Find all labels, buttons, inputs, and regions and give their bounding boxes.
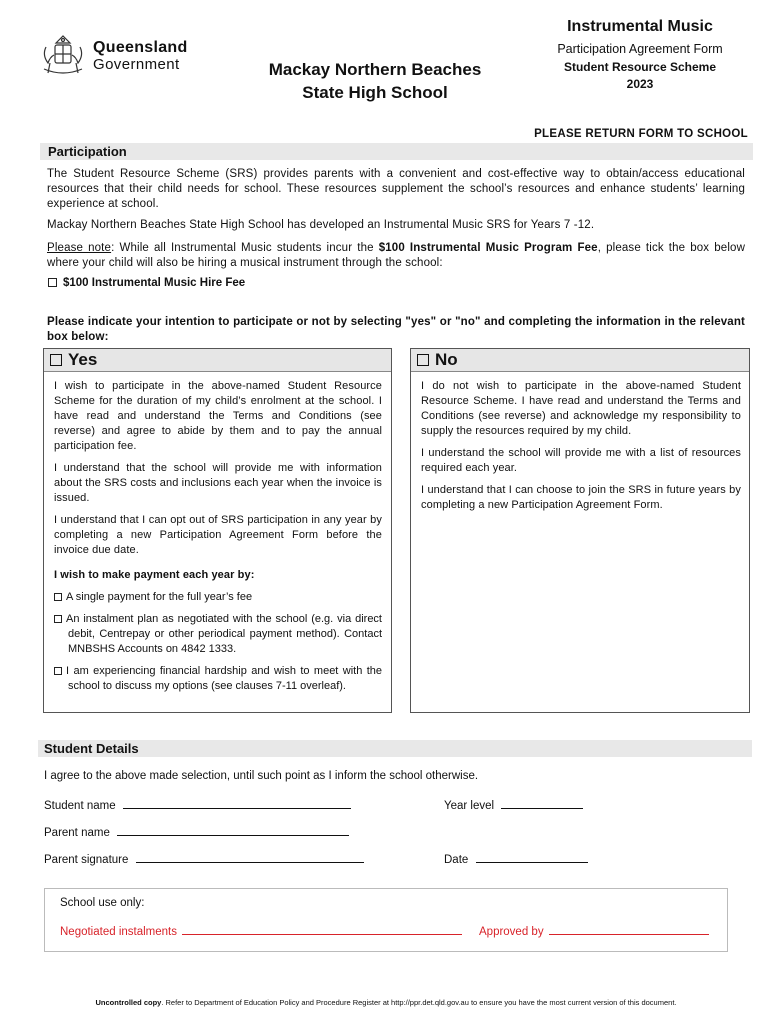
school-name <box>245 58 505 104</box>
no-paragraph-1: I do not wish to participate in the above-named Student Resource Scheme. I have read and understand the Terms and Conditions (see reverse) and acknowledge my responsibility to supply the resources required by my child. <box>421 380 741 437</box>
student-name-line[interactable] <box>123 797 351 809</box>
yes-paragraph-1: I wish to participate in the above-named Student Resource Scheme for the duration of my child’s enrolment at the school. I have read and understand the Terms and Conditions (see reverse) and agree to abide by them and to pay the annual participation fee. <box>54 380 382 452</box>
instalment-checkbox[interactable] <box>54 615 62 623</box>
parent-name-field[interactable] <box>44 824 349 839</box>
yes-box <box>43 348 392 713</box>
logo-text-government: Government <box>93 56 180 73</box>
payment-option-instalment[interactable] <box>54 612 382 657</box>
school-name-line1: Mackay Northern Beaches <box>268 60 482 79</box>
date-label: Date <box>444 854 469 866</box>
year-level-label: Year level <box>444 800 495 812</box>
single-payment-checkbox[interactable] <box>54 593 62 601</box>
approved-by-label: Approved by <box>479 926 544 938</box>
single-payment-label: A single payment for the full year’s fee <box>66 591 253 603</box>
yes-box-header[interactable] <box>44 349 391 372</box>
hardship-label: I am experiencing financial hardship and wish to meet with the school to discuss my options (see clauses 7-11 overleaf). <box>66 665 382 692</box>
scheme-name: Student Resource Scheme <box>563 60 717 74</box>
footer-disclaimer <box>30 998 742 1007</box>
student-name-field[interactable] <box>44 797 351 812</box>
negotiated-instalments-label: Negotiated instalments <box>60 926 177 938</box>
form-subtitle: Participation Agreement Form <box>557 42 723 56</box>
yes-paragraph-3: I understand that I can opt out of SRS participation in any year by completing a new Participation Agreement Form before the invoice due date. <box>54 514 382 556</box>
form-title: Instrumental Music <box>567 18 713 35</box>
date-line[interactable] <box>476 851 588 863</box>
logo-text-queensland: Queensland <box>93 39 188 56</box>
no-paragraph-3: I understand that I can choose to join the SRS in future years by completing a new Participation Agreement Form. <box>421 484 741 511</box>
yes-label: Yes <box>68 350 98 369</box>
return-notice: PLEASE RETURN FORM TO SCHOOL <box>534 128 748 140</box>
footer-bold: Uncontrolled copy <box>95 998 162 1007</box>
yes-checkbox[interactable] <box>50 354 62 366</box>
payment-heading: I wish to make payment each year by: <box>54 569 255 581</box>
no-box-header[interactable] <box>411 349 749 372</box>
parent-signature-line[interactable] <box>136 851 364 863</box>
hire-fee-option[interactable] <box>48 277 245 289</box>
hire-fee-checkbox[interactable] <box>48 278 57 287</box>
no-label: No <box>435 350 458 369</box>
yes-paragraph-2: I understand that the school will provide me with information about the SRS costs and inclusions each year when the invoice is issued. <box>54 462 382 504</box>
school-use-box <box>44 888 728 952</box>
parent-name-label: Parent name <box>44 827 110 839</box>
year-level-field[interactable] <box>444 797 583 812</box>
hire-fee-label: $100 Instrumental Music Hire Fee <box>63 277 246 289</box>
participation-years: Mackay Northern Beaches State High School has developed an Instrumental Music SRS for Years 7 -12. <box>47 219 595 231</box>
student-details-heading: Student Details <box>38 740 752 757</box>
payment-option-hardship[interactable] <box>54 664 382 694</box>
approved-by-line[interactable] <box>549 923 709 935</box>
no-box <box>410 348 750 713</box>
note-text-a: : While all Instrumental Music students incur the <box>111 242 379 254</box>
form-header <box>520 18 760 93</box>
parent-name-line[interactable] <box>117 824 349 836</box>
school-name-line2: State High School <box>302 83 448 102</box>
no-checkbox[interactable] <box>417 354 429 366</box>
instalment-label: An instalment plan as negotiated with the school (e.g. via direct debit, Centrepay or other periodical payment method). Contact MNBSHS Accounts on 4842 1333. <box>66 613 382 655</box>
parent-signature-label: Parent signature <box>44 854 129 866</box>
agreement-text: I agree to the above made selection, until such point as I inform the school otherwise. <box>44 770 479 782</box>
note-label: Please note <box>47 242 112 254</box>
footer-text: . Refer to Department of Education Policy and Procedure Register at http://ppr.det.qld.gov.au to ensure you have the most current version of this document. <box>161 998 677 1007</box>
coat-of-arms-icon <box>38 33 88 79</box>
approved-by-field[interactable] <box>479 923 709 938</box>
note-bold: $100 Instrumental Music Program Fee <box>378 242 598 254</box>
no-paragraph-2: I understand the school will provide me with a list of resources required each year. <box>421 447 741 474</box>
student-name-label: Student name <box>44 800 116 812</box>
note-text-b: , please tick the box below where your child will also be hiring a musical instrument through the school: <box>47 242 746 269</box>
negotiated-instalments-line[interactable] <box>182 923 462 935</box>
hardship-checkbox[interactable] <box>54 667 62 675</box>
participation-heading: Participation <box>40 143 753 160</box>
form-year: 2023 <box>626 77 654 91</box>
parent-signature-field[interactable] <box>44 851 364 866</box>
school-use-label: School use only: <box>60 897 145 909</box>
year-level-line[interactable] <box>501 797 583 809</box>
date-field[interactable] <box>444 851 588 866</box>
queensland-government-logo <box>38 33 198 81</box>
negotiated-instalments-field[interactable] <box>60 923 462 938</box>
participation-intro: The Student Resource Scheme (SRS) provides parents with a convenient and cost-effective way to obtain/access educational resources that their child needs for school. These resources supplement the school’s resources and enhance students’ learning experience at school. <box>47 168 745 210</box>
payment-option-single[interactable] <box>54 590 382 605</box>
participation-note <box>47 241 745 271</box>
selection-instruction: Please indicate your intention to participate or not by selecting "yes" or "no" and completing the information in the relevant box below: <box>47 316 745 343</box>
